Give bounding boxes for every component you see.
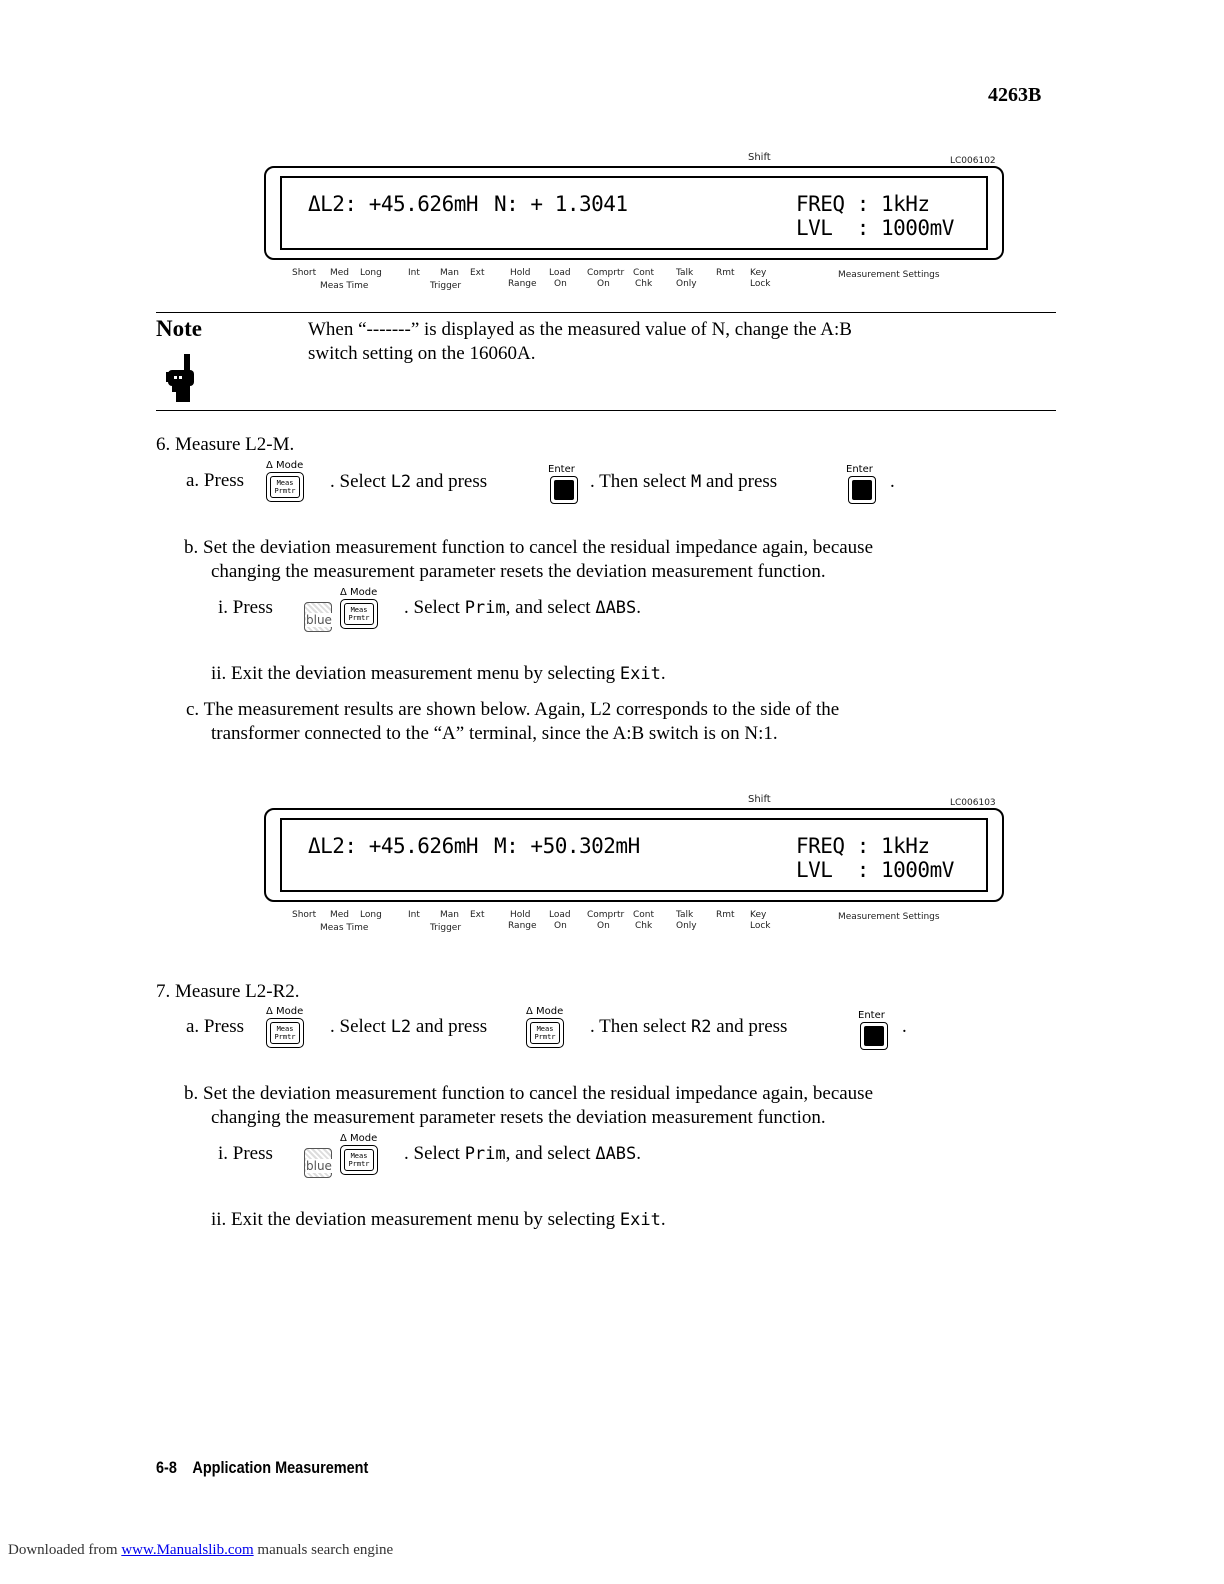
step-7bi-select: . Select Prim, and select ΔABS. (404, 1143, 642, 1164)
label-on-2: On (597, 279, 610, 289)
label-ext: Ext (470, 268, 485, 278)
level-readout: LVL : 1000mV (796, 858, 954, 882)
label-chk: Chk (635, 279, 653, 289)
label-rmt: Rmt (716, 910, 735, 920)
freq-readout: FREQ : 1kHz (796, 192, 930, 216)
note-line-1: When “-------” is displayed as the measured value of N, change the A:B (308, 319, 852, 340)
label-short: Short (292, 268, 317, 278)
lcd-display-2 (264, 794, 1004, 934)
label-chk: Chk (635, 921, 653, 931)
step-6b-line-2: changing the measurement parameter resets the deviation measurement function. (211, 561, 826, 582)
label-load: Load (549, 910, 571, 920)
enter-label: Enter (846, 464, 873, 475)
download-suffix: manuals search engine (257, 1542, 394, 1558)
step-6a-select: . Select L2 and press (330, 471, 488, 492)
freq-readout: FREQ : 1kHz (796, 834, 930, 858)
delta-mode-label: Δ Mode (340, 587, 378, 598)
step-6c-line-2: transformer connected to the “A” terminal, since the A:B switch is on N:1. (211, 723, 778, 744)
delta-mode-label: Δ Mode (526, 1006, 564, 1017)
step-7a-select: . Select L2 and press (330, 1016, 488, 1037)
label-meas-settings: Measurement Settings (838, 912, 940, 922)
note-line-2: switch setting on the 16060A. (308, 343, 536, 364)
step-7bii: ii. Exit the deviation measurement menu by selecting Exit. (211, 1209, 666, 1230)
period: . (902, 1016, 907, 1037)
figure-id: LC006102 (950, 156, 996, 166)
label-meas-time: Meas Time (320, 281, 369, 291)
delta-mode-label: Δ Mode (266, 460, 304, 471)
model-number: 4263B (988, 84, 1042, 106)
label-hold: Hold (510, 910, 531, 920)
delta-mode-label: Δ Mode (266, 1006, 304, 1017)
blue-shift-key[interactable]: blue (304, 1148, 332, 1178)
label-on-2: On (597, 921, 610, 931)
step-6-heading: 6. Measure L2-M. (156, 434, 295, 455)
label-load: Load (549, 268, 571, 278)
label-cont: Cont (633, 910, 655, 920)
shift-label: Shift (748, 152, 771, 163)
primary-readout: ΔL2: +45.626mH (308, 192, 479, 216)
label-int: Int (408, 268, 420, 278)
label-long: Long (360, 268, 382, 278)
label-on: On (554, 279, 567, 289)
label-only: Only (676, 279, 697, 289)
label-meas-settings: Measurement Settings (838, 270, 940, 280)
label-comprtr: Comprtr (587, 910, 625, 920)
step-6bi-select: . Select Prim, and select ΔABS. (404, 597, 642, 618)
page-number: 6-8 (156, 1458, 177, 1477)
enter-label: Enter (858, 1010, 885, 1021)
label-range: Range (508, 921, 537, 931)
label-rmt: Rmt (716, 268, 735, 278)
display-screen (280, 176, 988, 250)
note-bottom-rule (156, 410, 1056, 411)
label-only: Only (676, 921, 697, 931)
step-6bi-press: i. Press (218, 597, 273, 618)
note-top-rule (156, 312, 1056, 313)
note-title: Note (156, 316, 202, 341)
section-title: Application Measurement (192, 1458, 369, 1477)
label-talk: Talk (676, 268, 694, 278)
delta-mode-label: Δ Mode (340, 1133, 378, 1144)
manualslib-link[interactable]: www.Manualslib.com (121, 1542, 254, 1558)
blue-shift-key[interactable]: blue (304, 602, 332, 632)
label-trigger: Trigger (430, 923, 462, 933)
label-meas-time: Meas Time (320, 923, 369, 933)
label-lock: Lock (750, 921, 771, 931)
page-footer (156, 1458, 368, 1478)
level-readout: LVL : 1000mV (796, 216, 954, 240)
download-footer (8, 1542, 393, 1559)
step-6a-then: . Then select M and press (590, 471, 778, 492)
step-7bi-press: i. Press (218, 1143, 273, 1164)
hand-pointing-icon (164, 352, 200, 411)
display-frame (264, 166, 1004, 260)
display-screen (280, 818, 988, 892)
label-short: Short (292, 910, 317, 920)
step-6b-line-1: b. Set the deviation measurement function to cancel the residual impedance again, because (184, 537, 874, 558)
step-7b-line-1: b. Set the deviation measurement function to cancel the residual impedance again, because (184, 1083, 874, 1104)
label-on: On (554, 921, 567, 931)
label-hold: Hold (510, 268, 531, 278)
label-med: Med (330, 910, 350, 920)
label-trigger: Trigger (430, 281, 462, 291)
step-6a-press: a. Press (186, 470, 245, 491)
label-talk: Talk (676, 910, 694, 920)
enter-label: Enter (548, 464, 575, 475)
figure-id: LC006103 (950, 798, 996, 808)
lcd-display-1 (264, 152, 1004, 292)
step-6bii: ii. Exit the deviation measurement menu by selecting Exit. (211, 663, 666, 684)
label-comprtr: Comprtr (587, 268, 625, 278)
label-cont: Cont (633, 268, 655, 278)
label-man: Man (440, 268, 459, 278)
shift-label: Shift (748, 794, 771, 805)
label-key: Key (750, 268, 767, 278)
label-ext: Ext (470, 910, 485, 920)
secondary-readout: N: + 1.3041 (494, 192, 628, 216)
label-lock: Lock (750, 279, 771, 289)
step-7a-press: a. Press (186, 1016, 245, 1037)
step-6c-line-1: c. The measurement results are shown below. Again, L2 corresponds to the side of the (186, 699, 840, 720)
label-long: Long (360, 910, 382, 920)
primary-readout: ΔL2: +45.626mH (308, 834, 479, 858)
step-7a-then: . Then select R2 and press (590, 1016, 788, 1037)
label-int: Int (408, 910, 420, 920)
display-frame (264, 808, 1004, 902)
step-7-heading: 7. Measure L2-R2. (156, 981, 300, 1002)
label-man: Man (440, 910, 459, 920)
period: . (890, 471, 895, 492)
step-7b-line-2: changing the measurement parameter resets the deviation measurement function. (211, 1107, 826, 1128)
label-range: Range (508, 279, 537, 289)
label-med: Med (330, 268, 350, 278)
secondary-readout: M: +50.302mH (494, 834, 640, 858)
download-prefix: Downloaded from (8, 1542, 118, 1558)
label-key: Key (750, 910, 767, 920)
